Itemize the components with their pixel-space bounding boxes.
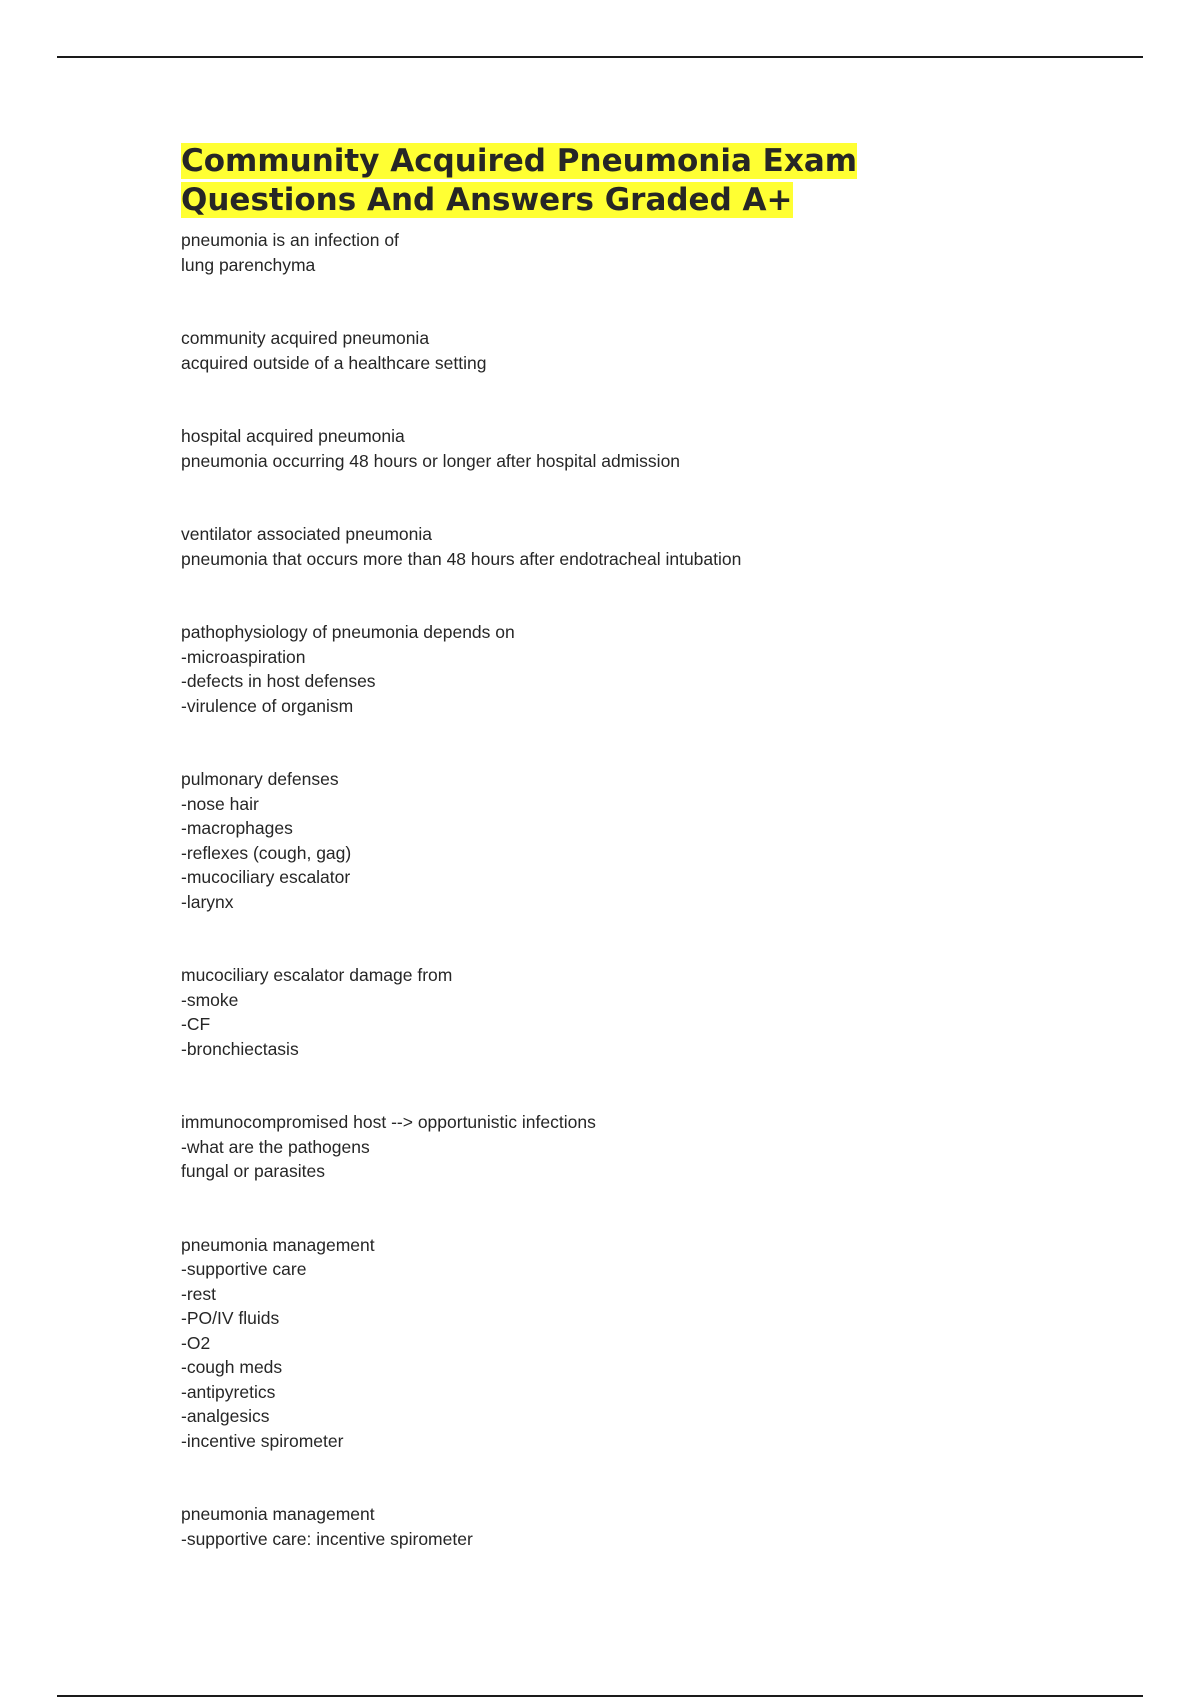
qa-answer-line: -CF [181,1014,211,1034]
qa-answer-line: acquired outside of a healthcare setting [181,352,487,373]
qa-item [181,620,1081,718]
qa-answer-line: lung parenchyma [181,254,316,275]
qa-item [181,1110,1081,1184]
qa-question: pulmonary defenses [181,769,339,789]
qa-item [181,424,1081,473]
qa-question: hospital acquired pneumonia [181,426,405,446]
qa-answer-line: -supportive care [181,1259,307,1279]
qa-answer-line: -macrophages [181,818,293,838]
qa-answer-line: -microaspiration [181,646,306,667]
qa-question: immunocompromised host --> opportunistic infections [181,1112,596,1132]
qa-answer-line: -smoke [181,989,239,1010]
qa-question: ventilator associated pneumonia [181,524,432,544]
qa-answer-line: -PO/IV fluids [181,1308,280,1328]
qa-answer-line: -what are the pathogens [181,1136,370,1157]
qa-question: pneumonia management [181,1504,375,1524]
qa-question: pneumonia management [181,1234,375,1255]
qa-answer-line: -antipyretics [181,1381,276,1402]
qa-answer-line: -reflexes (cough, gag) [181,842,352,863]
qa-answer-line: -defects in host defenses [181,671,376,691]
qa-answer-line: -O2 [181,1332,211,1353]
qa-answer-line: -nose hair [181,793,259,814]
top-rule [57,56,1143,58]
qa-item [181,228,1081,277]
qa-answer-line: -bronchiectasis [181,1038,299,1059]
qa-item [181,326,1081,375]
qa-answer-line: -virulence of organism [181,695,354,716]
qa-item [181,1502,1081,1551]
qa-answer-line: -rest [181,1283,216,1304]
qa-answer-line: pneumonia occurring 48 hours or longer after hospital admission [181,450,681,471]
document-body [181,142,1081,1551]
qa-answer-line: -analgesics [181,1406,270,1426]
qa-question: pathophysiology of pneumonia depends on [181,622,515,642]
qa-answer-line: -mucociliary escalator [181,867,351,887]
qa-question: community acquired pneumonia [181,328,430,348]
title-line: Community Acquired Pneumonia Exam [181,143,858,179]
qa-answer-line: pneumonia that occurs more than 48 hours after endotracheal intubation [181,548,742,569]
qa-item [181,963,1081,1061]
qa-answer-line: -incentive spirometer [181,1430,344,1451]
qa-answer-line: -cough meds [181,1357,283,1377]
title-line: Questions And Answers Graded A+ [181,182,793,218]
document-title [181,142,1081,220]
qa-answer-line: -larynx [181,891,234,912]
qa-question: mucociliary escalator damage from [181,965,453,985]
qa-answer-line: -supportive care: incentive spirometer [181,1528,473,1549]
qa-answer-line: fungal or parasites [181,1161,325,1181]
qa-question: pneumonia is an infection of [181,230,399,250]
qa-item [181,522,1081,571]
qa-item [181,767,1081,914]
qa-list [181,228,1081,1551]
bottom-rule [57,1695,1143,1697]
qa-item [181,1233,1081,1454]
